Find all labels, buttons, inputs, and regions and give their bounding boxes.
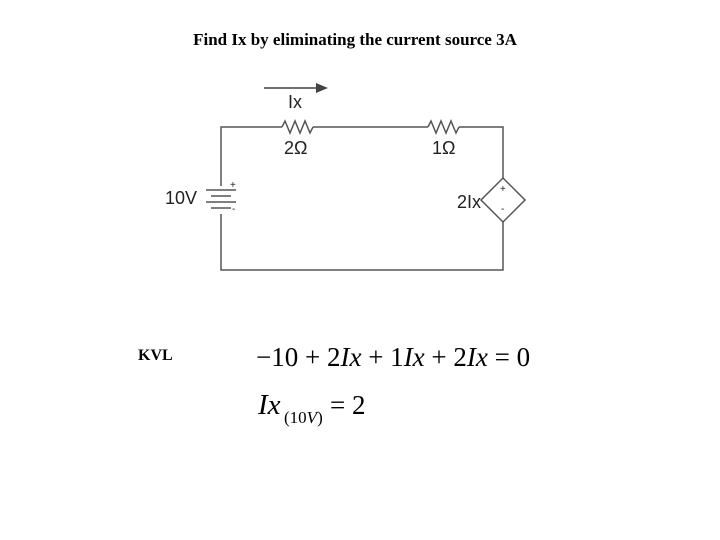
wire-top-left (221, 127, 282, 186)
r1-label: 2Ω (284, 138, 308, 158)
kvl-label: KVL (138, 347, 173, 364)
wire-top-right (459, 127, 503, 178)
r2-label: 1Ω (432, 138, 456, 158)
kvl-equation: −10 + 2Ix + 1Ix + 2Ix = 0 (256, 342, 531, 372)
resistor-1ohm (428, 121, 459, 133)
page-title: Find Ix by eliminating the current source 3A (193, 30, 517, 49)
current-label: Ix (288, 92, 303, 112)
source-label: 10V (165, 188, 198, 208)
result-equation: Ix (258, 389, 281, 421)
dep-source-plus: + (500, 184, 506, 195)
wire-bottom (221, 214, 503, 270)
dep-source-label: 2Ix (457, 192, 482, 212)
battery-plus: + (230, 180, 236, 191)
dep-source-minus: - (501, 204, 505, 215)
result-value: = 2 (330, 390, 366, 420)
result-subscript: (10V) (284, 408, 323, 427)
battery-minus: - (232, 204, 236, 215)
resistor-2ohm (282, 121, 313, 133)
